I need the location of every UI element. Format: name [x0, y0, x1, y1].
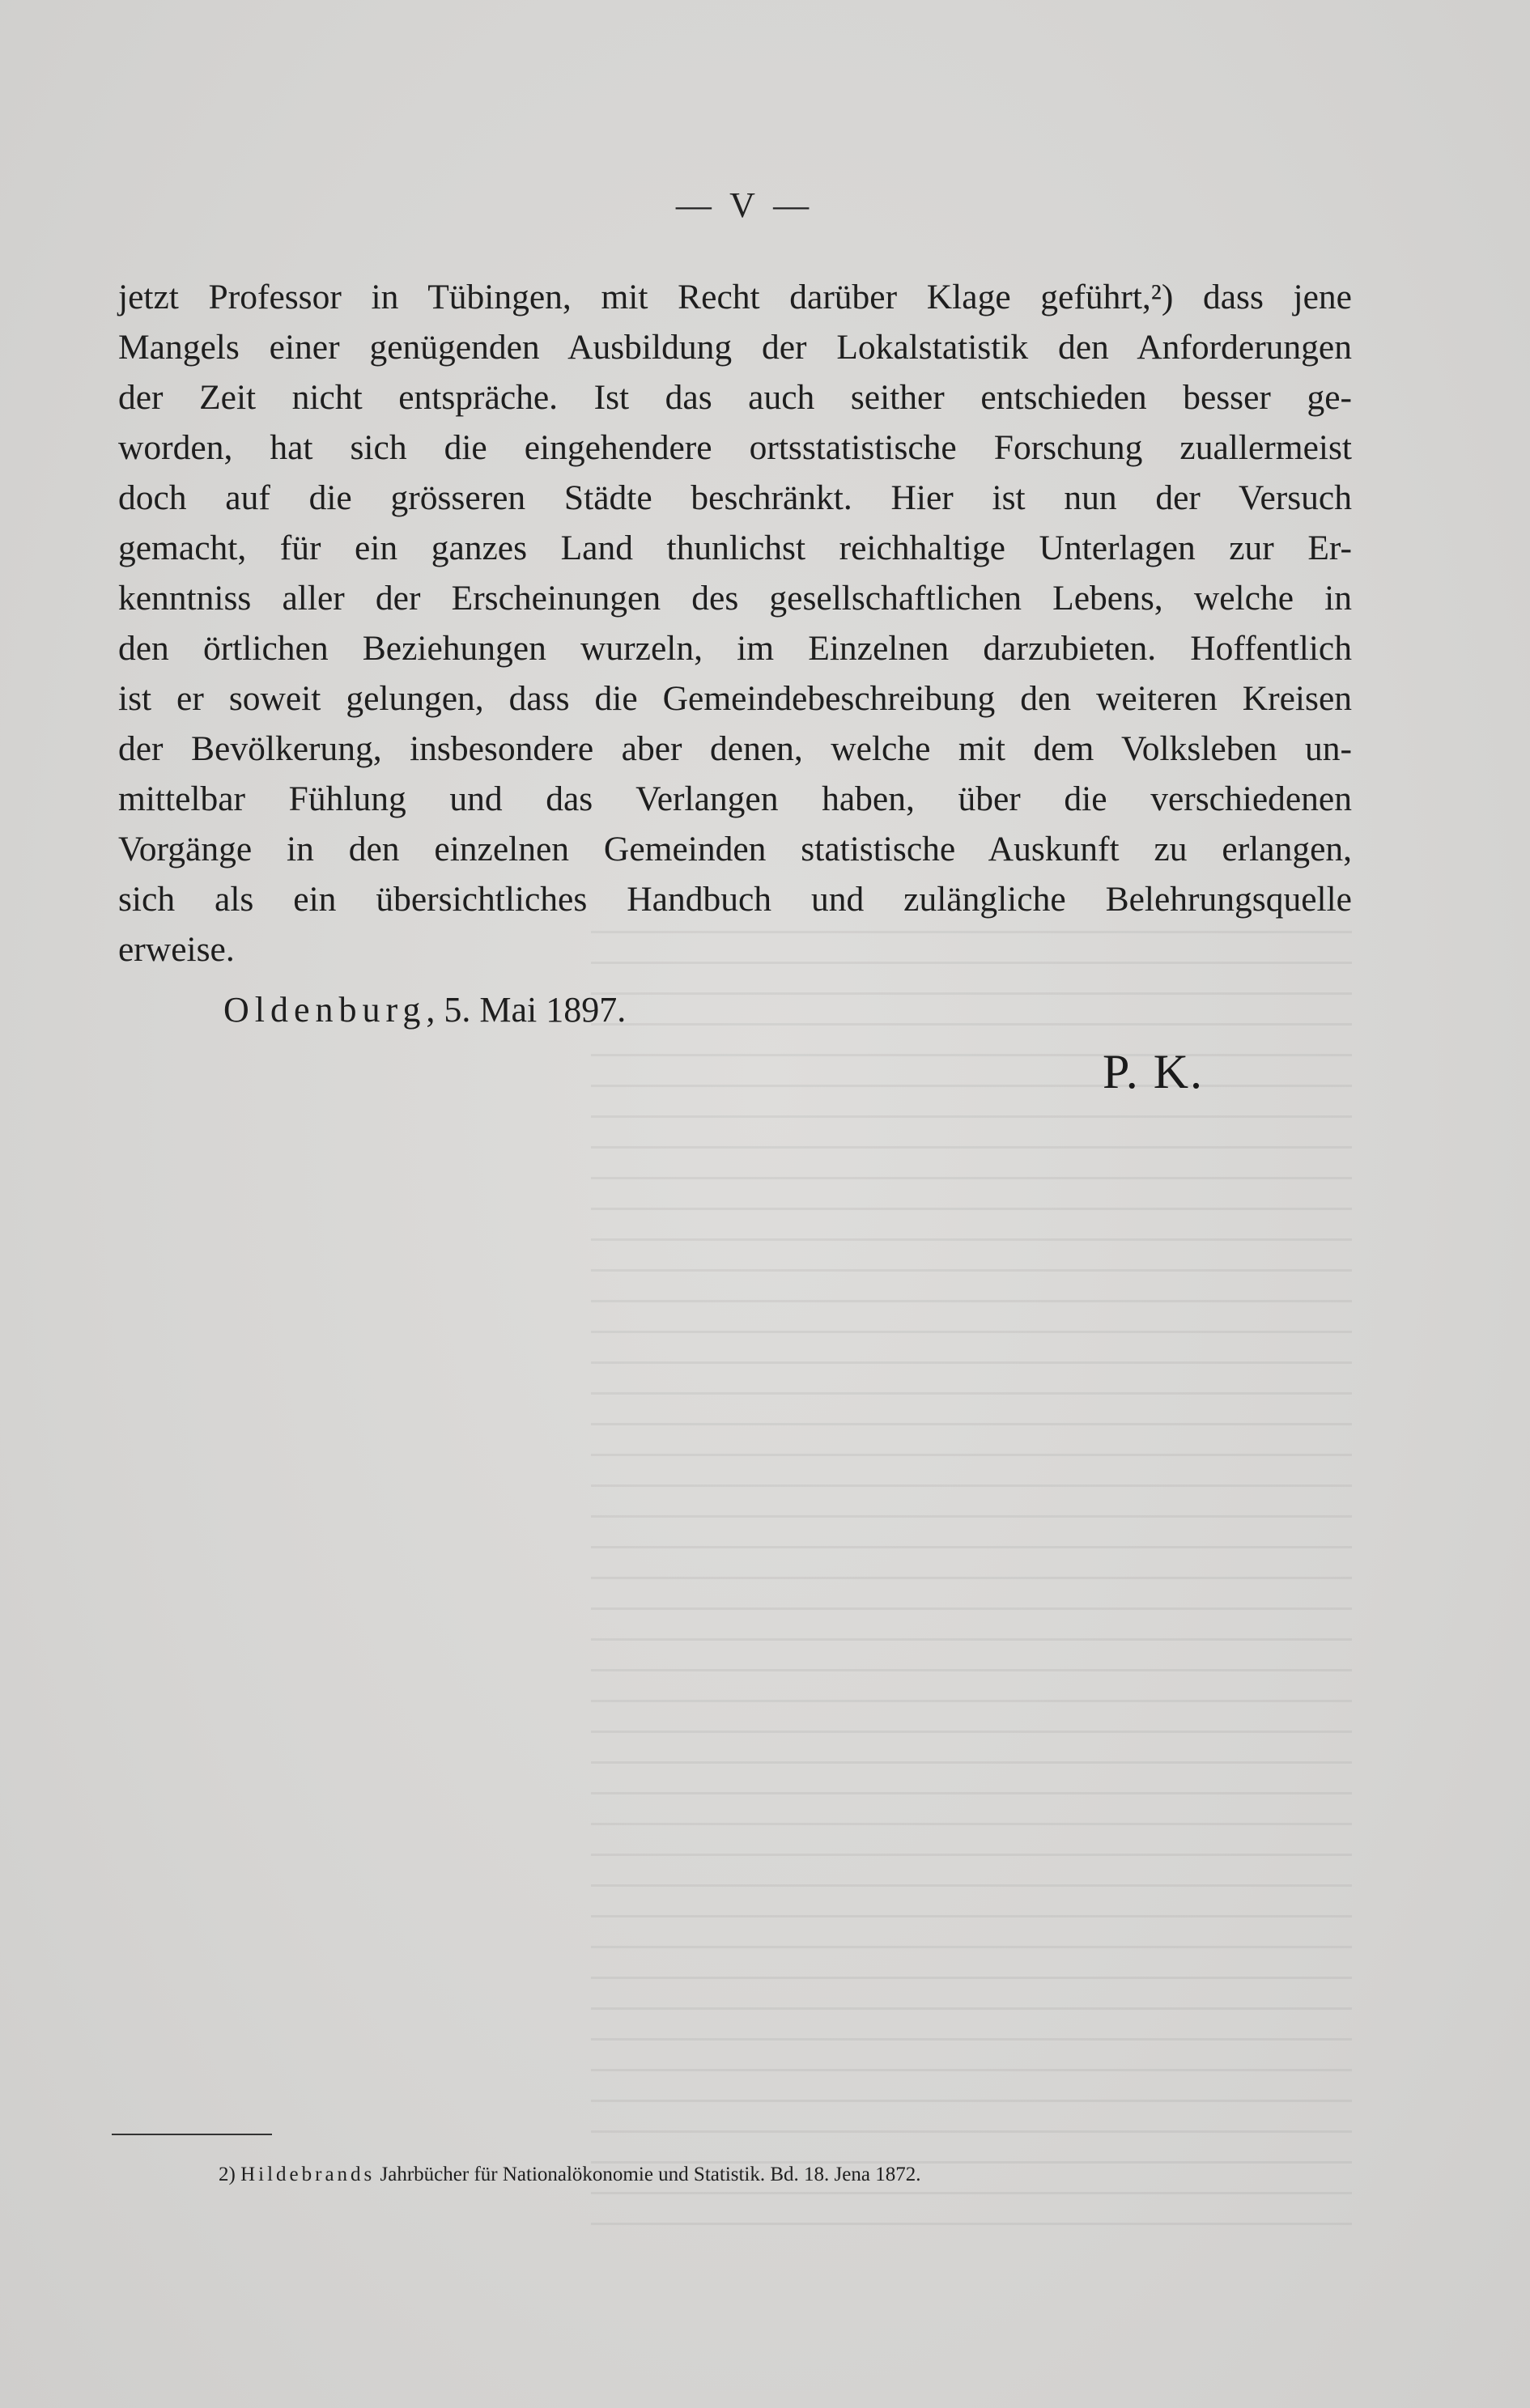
body-line: doch auf die grösseren Städte beschränkt. Hier ist nun der Versuch — [118, 478, 1352, 517]
page-number: — V — — [675, 185, 814, 225]
place-and-date — [223, 989, 626, 1030]
body-line: gemacht, für ein ganzes Land thunlichst reichhaltige Unterlagen zur Er- — [118, 529, 1352, 567]
body-line: der Zeit nicht entspräche. Ist das auch seither entschieden besser ge- — [118, 378, 1352, 417]
body-line: sich als ein übersichtliches Handbuch und zulängliche Belehrungsquelle — [118, 880, 1352, 919]
footnote-text: Jahrbücher für Nationalökonomie und Statistik. Bd. 18. Jena 1872. — [380, 2164, 921, 2185]
footnote — [219, 2164, 920, 2186]
body-line: jetzt Professor in Tübingen, mit Recht darüber Klage geführt,²) dass jene — [118, 278, 1352, 316]
body-line: Vorgänge in den einzelnen Gemeinden statistische Auskunft zu erlangen, — [118, 830, 1352, 868]
place-name: Oldenburg — [223, 990, 427, 1030]
footnote-author: Hildebrands — [240, 2164, 376, 2185]
footnote-divider — [112, 2134, 272, 2135]
body-line: erweise. — [118, 930, 235, 969]
body-line: mittelbar Fühlung und das Verlangen haben, über die verschiedenen — [118, 779, 1352, 818]
body-line: kenntniss aller der Erscheinungen des gesellschaftlichen Lebens, welche in — [118, 579, 1352, 618]
body-line: der Bevölkerung, insbesondere aber denen, welche mit dem Volksleben un- — [118, 729, 1352, 768]
body-line: ist er soweit gelungen, dass die Gemeindebeschreibung den weiteren Kreisen — [118, 679, 1352, 718]
author-initials: P. K. — [1103, 1045, 1205, 1098]
bleed-through-texture — [591, 931, 1352, 2242]
body-line: worden, hat sich die eingehendere ortsstatistische Forschung zuallermeist — [118, 428, 1352, 467]
body-line: den örtlichen Beziehungen wurzeln, im Einzelnen darzubieten. Hoffentlich — [118, 629, 1352, 668]
date: , 5. Mai 1897. — [426, 990, 627, 1030]
body-line: Mangels einer genügenden Ausbildung der Lokalstatistik den Anforderungen — [118, 328, 1352, 367]
body-paragraph — [118, 272, 1352, 975]
footnote-marker: 2) — [219, 2164, 236, 2185]
